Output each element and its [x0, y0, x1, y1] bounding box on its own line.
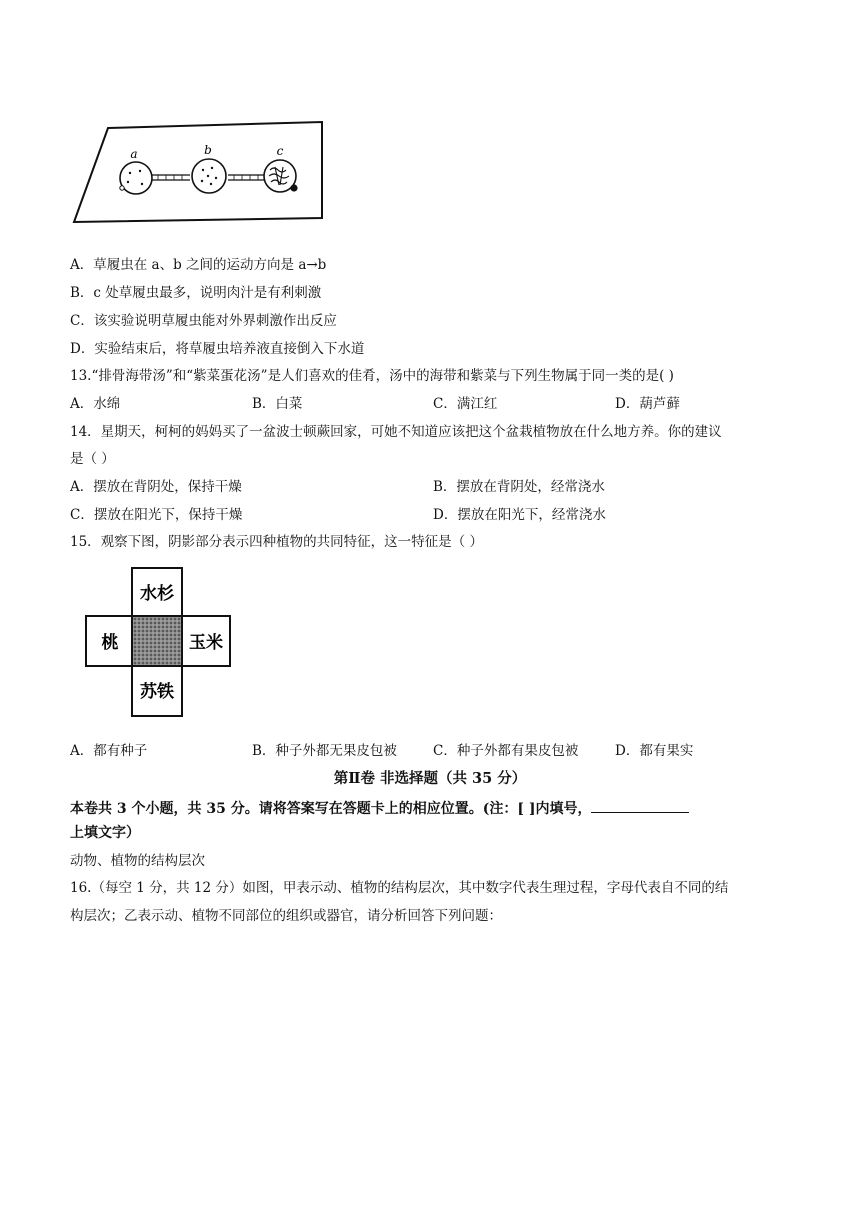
q15-option-b: B．种子外都无果皮包被 [252, 743, 397, 759]
label-yumi: 玉米 [189, 633, 223, 653]
topic-heading: 动物、植物的结构层次 [70, 853, 205, 869]
label-c: c [276, 144, 284, 158]
label-tao: 桃 [101, 633, 119, 653]
label-shuishan: 水杉 [140, 584, 174, 604]
q16-stem-line1: 16.（每空 1 分，共 12 分）如图，甲表示动、植物的结构层次，其中数字代表生理过程，字母代表自不同的结 [70, 880, 729, 896]
q13-option-a: A．水绵 [70, 396, 121, 412]
q14-stem-line2: 是（ ） [70, 451, 115, 467]
q13-stem: 13.“排骨海带汤”和“紫菜蛋花汤”是人们喜欢的佳肴，汤中的海带和紫菜与下列生物属于同一类的是( ) [70, 368, 674, 384]
q13-option-c: C．满江红 [433, 396, 498, 412]
label-sutie: 苏铁 [140, 682, 174, 702]
label-a: a [130, 147, 138, 161]
section-title: 第Ⅱ卷 非选择题（共 35 分） [333, 770, 527, 787]
q13-option-d: D．葫芦藓 [615, 396, 680, 412]
q14-option-c: C．摆放在阳光下，保持干燥 [70, 507, 243, 523]
q15-option-a: A．都有种子 [70, 743, 148, 759]
shaded-common-area [132, 616, 182, 666]
q12-option-c: C．该实验说明草履虫能对外界刺激作出反应 [70, 313, 337, 329]
q13-option-b: B．白菜 [252, 396, 303, 412]
section-instructions-line2: 上填文字） [70, 825, 140, 841]
q12-option-a: A．草履虫在 a、b 之间的运动方向是 a→b [70, 257, 327, 273]
drop-a [120, 162, 152, 194]
q14-option-b: B．摆放在背阴处，经常浇水 [433, 479, 605, 495]
q15-stem: 15．观察下图，阴影部分表示四种植物的共同特征，这一特征是（ ） [70, 534, 483, 550]
slide-figure [70, 118, 330, 230]
q15-option-d: D．都有果实 [615, 743, 694, 759]
answer-blank-line [591, 798, 689, 813]
section-instructions-text: 本卷共 3 个小题，共 35 分。请将答案写在答题卡上的相应位置。(注：[ ]内填号， [70, 801, 592, 817]
q12-option-b: B．c 处草履虫最多，说明肉汁是有利刺激 [70, 285, 322, 301]
label-b: b [204, 143, 212, 157]
q15-option-c: C．种子外都有果皮包被 [433, 743, 579, 759]
q14-option-a: A．摆放在背阴处，保持干燥 [70, 479, 242, 495]
q14-stem-line1: 14．星期天，柯柯的妈妈买了一盆波士顿蕨回家，可她不知道应该把这个盆栽植物放在什么地方养。你的建议 [70, 424, 722, 440]
q14-option-d: D．摆放在阳光下，经常浇水 [433, 507, 606, 523]
q12-option-d: D．实验结束后，将草履虫培养液直接倒入下水道 [70, 341, 365, 357]
section-instructions-line1 [70, 798, 689, 819]
plant-cross-figure [82, 566, 234, 718]
q16-stem-line2: 构层次；乙表示动、植物不同部位的组织或器官，请分析回答下列问题： [70, 908, 502, 924]
